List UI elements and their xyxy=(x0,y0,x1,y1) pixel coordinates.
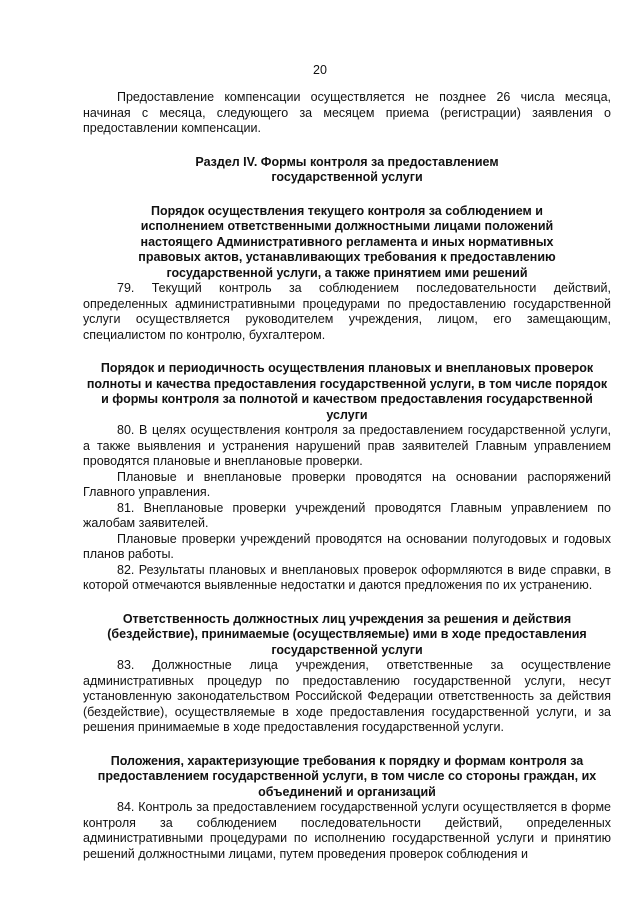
heading-citizen-control: Положения, характеризующие требования к порядку и формам контроля за предоставлением государственной услуги, в том числе со стороны граждан, их объединений и организаций xyxy=(97,753,597,799)
page-number: 20 xyxy=(313,63,327,77)
paragraph-84: 84. Контроль за предоставлением государственной услуги осуществляется в форме контроля за соблюдением последовательности действий, определенных административными процедурами по исполнению государственной услуги и принятию решений должностными лицами, путем проведения проверок соблюдения и xyxy=(83,800,611,861)
heading-current-control: Порядок осуществления текущего контроля за соблюдением и исполнением ответственными должностными лицами положений настоящего Административного регламента и иных нормативных правовых актов, устанавливающих требования к предоставлению государственной услуги, а также принятием ими решений xyxy=(138,203,556,280)
page-content xyxy=(83,90,611,862)
heading-inspections: Порядок и периодичность осуществления плановых и внеплановых проверок полноты и качества предоставления государственной услуги, в том числе порядок и формы контроля за полнотой и качеством предоставления государственной услуги xyxy=(86,361,608,422)
heading-responsibility: Ответственность должностных лиц учреждения за решения и действия (бездействие), принимаемые (осуществляемые) ими в ходе предоставления государственной услуги xyxy=(107,611,587,657)
paragraph-compensation: Предоставление компенсации осуществляется не позднее 26 числа месяца, начиная с месяца, следующего за месяцем приема (регистрации) заявления о предоставлении компенсации. xyxy=(83,90,611,135)
paragraph-79: 79. Текущий контроль за соблюдением последовательности действий, определенных административными процедурами по предоставлению государственной услуги осуществляется руководителем учреждения, лицом, его замещающим, специалистом по контролю, бухгалтером. xyxy=(83,281,611,342)
paragraph-81-continued: Плановые проверки учреждений проводятся на основании полугодовых и годовых планов работы. xyxy=(83,531,611,561)
paragraph-80: 80. В целях осуществления контроля за предоставлением государственной услуги, а также выявления и устранения нарушений прав заявителей Главным управлением проводятся плановые и внеплановые проверки. xyxy=(83,423,611,468)
section-title: Раздел IV. Формы контроля за предоставлением государственной услуги xyxy=(195,154,499,184)
paragraph-82: 82. Результаты плановых и внеплановых проверок оформляются в виде справки, в которой отмечаются выявленные недостатки и даются предложения по их устранению. xyxy=(83,562,611,592)
paragraph-80-continued: Плановые и внеплановые проверки проводятся на основании распоряжений Главного управления. xyxy=(83,469,611,499)
paragraph-81: 81. Внеплановые проверки учреждений проводятся Главным управлением по жалобам заявителей. xyxy=(83,500,611,530)
paragraph-83: 83. Должностные лица учреждения, ответственные за осуществление административных процедур по предоставлению государственной услуги, несут установленную законодательством Российской Федерации ответственность за действия (бездействие), осуществляемые в ходе предоставления государственной услуги, и за решения принимаемые в ходе предоставления государственной услуги. xyxy=(83,658,611,734)
